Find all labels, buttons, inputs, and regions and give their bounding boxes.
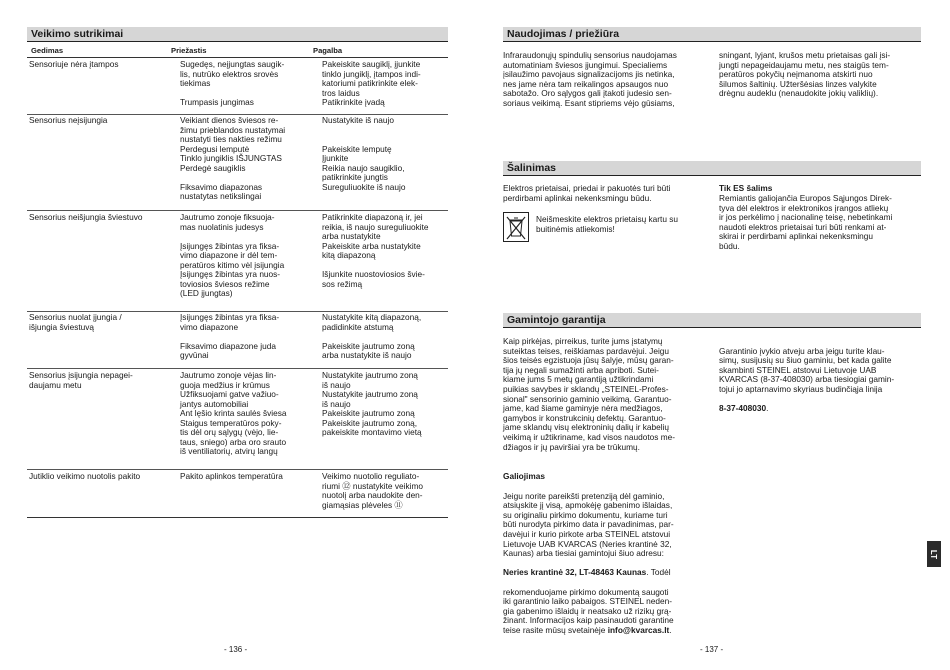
validity-text-end: . bbox=[669, 624, 672, 635]
cause-cell: Pakito aplinkos temperatūra bbox=[180, 471, 283, 481]
maintenance-text-col2: sningant, lyjant, krušos metu prietaisas gali įsi- jungti nepageidaujamu metu, nes staigūs tem- peratūros pokyčių neįmanoma atskirti nuo šilumos šaltinių. Užteršėsias linzes valykite drėgnu audeklu (nenaudokite jokių valiklių). bbox=[719, 50, 891, 99]
row-divider bbox=[27, 368, 448, 369]
remedy-cell: Veikimo nuotolio reguliato- riumi ⑫ nustatykite veikimo nuotolį arba naudokite den- giamąsias plėveles ⑪ bbox=[322, 471, 423, 510]
fault-cell: Sensorius nuolat įjungia / išjungia šviestuvą bbox=[29, 312, 122, 332]
warranty-header: Gamintojo garantija bbox=[503, 313, 921, 328]
cause-cell: Veikiant dienos šviesos re- žimu prieblandos nustatymai nustatyti ties nakties režimu Perdegusi lemputė Tinklo jungiklis IŠJUNGTAS Perdegė saugiklis Fiksavimo diapazonas nustatytas netikslingai bbox=[180, 115, 286, 201]
fault-cell: Sensorius įsijungia nepagei- daujamu metu bbox=[29, 370, 133, 390]
disposal-eu-heading: Tik ES šalims bbox=[719, 183, 773, 193]
cause-cell: Jautrumo zonoje fiksuoja- mas nuolatinis judesys Įsijungęs žibintas yra fiksa- vimo diapazone ir dėl tem- peratūros kitimo vėl įsijungia Įsijungęs žibintas yra nuos- toviosios šviesos režime (LED įjungtas) bbox=[180, 212, 285, 298]
validity-text-part3: rekomenduojame pirkimo dokumentą saugoti iki garantinio laiko pabaigos. STEINEL neden- gia gabenimo išlaidų ir neatsako už rizikų grą- žinant. Informacijos kaip pasinaudoti garantine teise rasite mūsų svetainėje bbox=[503, 586, 674, 635]
fault-cell: Jutiklio veikimo nuotolis pakito bbox=[29, 471, 141, 481]
hotline-number: 8-37-408030 bbox=[719, 403, 767, 414]
remedy-cell: Pakeiskite saugiklį, įjunkite tinklo jungiklį, įtampos indi- katoriumi patikrinkite elek- tros laidus Patikrinkite įvadą bbox=[322, 59, 421, 107]
language-tab-label: LT bbox=[929, 549, 939, 559]
remedy-cell: Nustatykite kitą diapazoną, padidinkite atstumą Pakeiskite jautrumo zoną arba nustatykite iš naujo bbox=[322, 312, 422, 360]
manufacturer-address: Neries krantinė 32, LT-48463 Kaunas bbox=[503, 567, 647, 578]
table-bottom-line bbox=[27, 517, 448, 518]
header-divider bbox=[27, 57, 448, 58]
page-number: - 136 - bbox=[224, 645, 248, 654]
validity-text bbox=[503, 482, 715, 636]
validity-text-part2: . Todėl bbox=[646, 567, 671, 578]
cause-cell: Jautrumo zonoje vėjas lin- guoja medžius ir krūmus Užfiksuojami gatve važiuo- jantys automobiliai Ant lęšio krinta saulės šviesa Staigus temperatūros poky- tis dėl orų sąlygų (vėjo, lie- taus, sniego) arba oro srauto iš ventiliatorių, atvirų langų bbox=[180, 370, 287, 456]
col-header-fault: Gedimas bbox=[31, 46, 64, 55]
disposal-text-col1: Elektros prietaisai, priedai ir pakuotės turi būti perdirbami aplinkai nekenksmingu būdu. bbox=[503, 183, 671, 203]
fault-cell: Sensorius neįsijungia bbox=[29, 115, 108, 125]
col-header-cause: Priežastis bbox=[171, 46, 207, 55]
disposal-icon-text: Neišmeskite elektros prietaisų kartu su buitinėmis atliekomis! bbox=[536, 214, 679, 234]
warranty-text-col2 bbox=[719, 337, 924, 414]
maintenance-text-col1: Infraraudonųjų spindulių sensorius naudojamas automatiniam šviesos įjungimui. Specialiems įsilaužimo pavojaus signalizacijoms jis netinka, nes jame nėra tam reikalingos apsaugos nuo sabotažo. Oro sąlygos gali įtakoti judesio sen- soriaus veikimą. Esant stipriems vėjo gūsiams, bbox=[503, 50, 677, 108]
page-number: - 137 - bbox=[700, 645, 724, 654]
warranty-contact-text: Garantinio įvykio atveju arba jeigu turite klau- simų, susijusių su šiuo gaminiu, bet kada galite skambinti STEINEL atstovui Lietuvoje UAB KVARCAS (8-37-408030) arba tiesiogiai gamin- tojui jo aptarnavimo skyriaus budinčiąja linija bbox=[719, 345, 895, 394]
contact-email[interactable]: info@kvarcas.lt bbox=[607, 624, 670, 635]
validity-text-part1: Jeigu norite pareikšti pretenziją dėl gaminio, atsiųskite jį visą, apmokėję gabenimo išlaidas, su originaliu pirkimo dokumentu, kuriame turi būti nurodyta pirkimo data ir pavadinimas, par- davėjui ir kurio pirkote arba STEINEL atstovui Lietuvoje UAB KVARCAS (Neries krantinė 32, Kaunas) arba tiesiai gamintojui šiuo adresu: bbox=[503, 490, 674, 559]
remedy-cell: Nustatykite iš naujo Pakeiskite lemputę Įjunkite Reikia naujo saugiklio, patikrinkite jungtis Sureguliuokite iš naujo bbox=[322, 115, 406, 192]
fault-cell: Sensorius neišjungia šviestuvo bbox=[29, 212, 143, 222]
warranty-contact-end: . bbox=[766, 403, 769, 414]
cause-cell: Sugedęs, neįjungtas saugik- lis, nutrūko elektros srovės tiekimas Trumpasis jungimas bbox=[180, 59, 285, 107]
col-header-remedy: Pagalba bbox=[313, 46, 343, 55]
maintenance-header: Naudojimas / priežiūra bbox=[503, 27, 921, 42]
remedy-cell: Nustatykite jautrumo zoną iš naujo Nustatykite jautrumo zoną iš naujo Pakeiskite jautrumo zoną Pakeiskite jautrumo zoną, pakeiskite montavimo vietą bbox=[322, 370, 422, 437]
warranty-text-col1: Kaip pirkėjas, pirreikus, turite jums įstatymų suteiktas teises, reiškiamas pardavėjui. Jeigu šios teisės egzistuoja jūsų šalyje, mūsų garan- tija jų negali sumažinti arba apriboti. Sutei- kiame jums 5 metų garantiją užtikrindami puikias savybes ir sklandų „STEINEL-Profes- sional" sensorinio gaminio veikimą. Garantuo- jame, kad šiame gaminyje nėra medžiagos, gamybos ir konstrukcinių defektų. Garantuo- jame sklandų visų elektroninių dalių ir kabelių veikimą ir užtikriname, kad visos naudotos me- džiagos ir jų paviršiai yra be trūkumų. bbox=[503, 336, 675, 452]
remedy-cell: Patikrinkite diapazoną ir, jei reikia, iš naujo sureguliuokite arba nustatykite Pakeiskite arba nustatykite kitą diapazoną Išjunkite nuostoviosios švie- sos režimą bbox=[322, 212, 429, 289]
language-tab[interactable] bbox=[927, 541, 941, 567]
cause-cell: Įsijungęs žibintas yra fiksa- vimo diapazone Fiksavimo diapazone juda gyvūnai bbox=[180, 312, 280, 360]
disposal-text-col2: Remiantis galiojančia Europos Sąjungos Direk- tyva dėl elektros ir elektronikos įrangos atliekų ir jos perkėlimo į nacionalinę teisę, nebetinkami naudoti elektros prietaisai turi būti renkami at- skirai ir perdirbami aplinkai nekenksmingu būdu. bbox=[719, 193, 893, 251]
troubleshooting-header: Veikimo sutrikimai bbox=[27, 27, 448, 42]
crossed-out-bin-icon bbox=[503, 212, 529, 242]
fault-cell: Sensoriuje nėra įtampos bbox=[29, 59, 119, 69]
validity-heading: Galiojimas bbox=[503, 471, 545, 481]
row-divider bbox=[27, 210, 448, 211]
disposal-header: Šalinimas bbox=[503, 161, 921, 176]
row-divider bbox=[27, 469, 448, 470]
